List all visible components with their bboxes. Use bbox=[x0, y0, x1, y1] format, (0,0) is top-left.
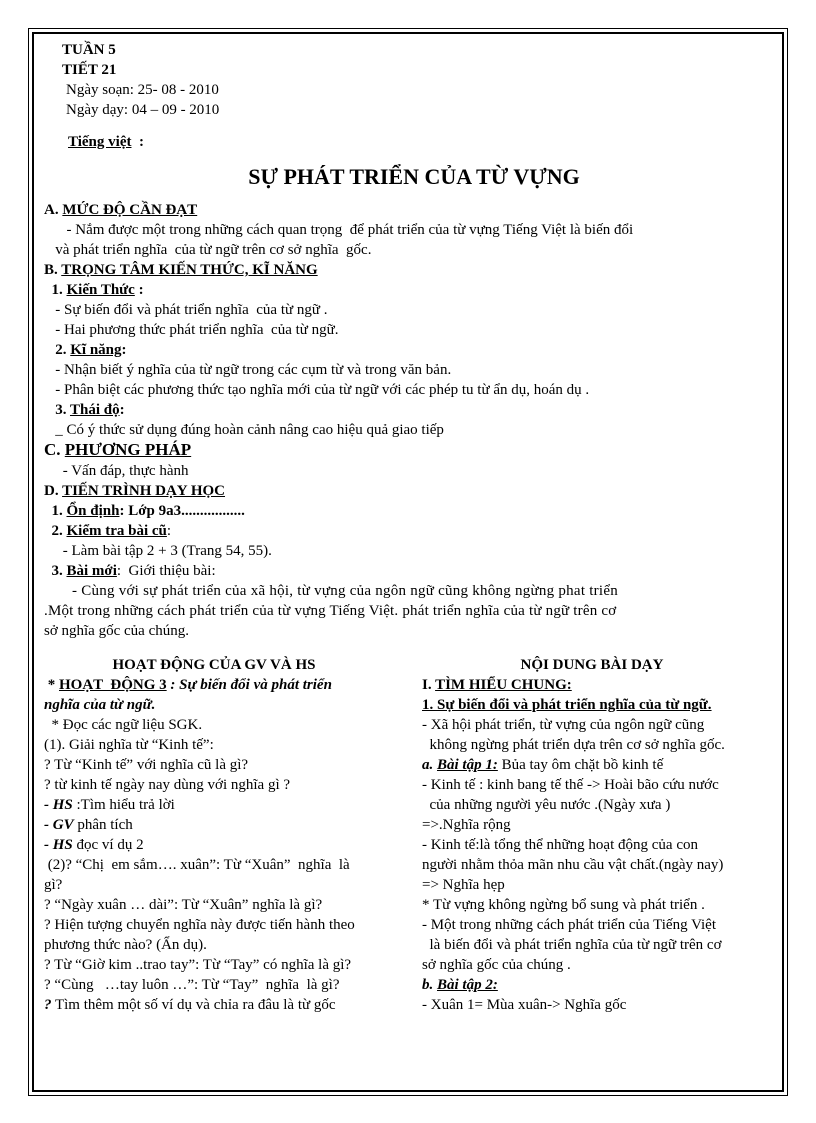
skills-line-1: - Nhận biết ý nghĩa của từ ngữ trong các cụm từ và trong văn bản. bbox=[44, 362, 452, 378]
left-line-3: ? Từ “Kinh tế” với nghĩa cũ là gì? bbox=[44, 757, 249, 773]
document-body bbox=[44, 40, 784, 1035]
subject-colon: : bbox=[131, 134, 144, 150]
left-line-4: ? từ kinh tế ngày nay dùng với nghĩa gì ? bbox=[44, 777, 291, 793]
left-line-9: phương thức nào? (Ẩn dụ). bbox=[44, 937, 207, 953]
d3-heading bbox=[44, 561, 784, 581]
d3-line-3: sở nghĩa gốc của chúng. bbox=[44, 623, 189, 639]
knowledge-num: 1. bbox=[44, 282, 67, 298]
skills-num: 2. bbox=[44, 342, 71, 358]
section-a-label: A. bbox=[44, 202, 63, 218]
left-line-5: (2)? “Chị em sắm…. xuân”: Từ “Xuân” nghĩa là bbox=[44, 857, 350, 873]
bt2-label: b. bbox=[422, 977, 437, 993]
d2-line-1: - Làm bài tập 2 + 3 (Trang 54, 55). bbox=[44, 543, 272, 559]
d1-rest: : Lớp 9a3................. bbox=[119, 503, 245, 519]
section-c-title: PHƯƠNG PHÁP bbox=[64, 440, 192, 459]
attitude-num: 3. bbox=[44, 402, 70, 418]
d3-rest: : Giới thiệu bài: bbox=[116, 563, 216, 579]
section-b-label: B. bbox=[44, 262, 62, 278]
right-line-10: - Một trong những cách phát triển của Tiếng Việt bbox=[422, 917, 716, 933]
right-line-2: không ngừng phát triển dựa trên cơ sở nghĩa gốc. bbox=[422, 737, 725, 753]
right-column bbox=[422, 655, 794, 1015]
bt1-label: a. bbox=[422, 757, 437, 773]
d1-line bbox=[44, 501, 784, 521]
section-d-heading bbox=[44, 481, 784, 501]
subject-line bbox=[44, 132, 784, 152]
section-c-line-1: - Vấn đáp, thực hành bbox=[44, 463, 189, 479]
d3-line-1: - Cùng với sự phát triển của xã hội, từ vựng của ngôn ngữ cũng không ngừng phat triển bbox=[44, 583, 618, 599]
knowledge-title: Kiến Thức bbox=[66, 282, 135, 298]
skills-heading bbox=[44, 340, 784, 360]
d2-title: Kiểm tra bài cũ bbox=[66, 523, 167, 539]
section-a-heading bbox=[44, 200, 784, 220]
right-line-6: - Kinh tế:là tổng thể những hoạt động của con bbox=[422, 837, 698, 853]
right-line-1: - Xã hội phát triển, từ vựng của ngôn ngữ cũng bbox=[422, 717, 705, 733]
hs-line-2 bbox=[44, 835, 422, 855]
d2-num: 2. bbox=[44, 523, 67, 539]
subject-label: Tiếng việt bbox=[68, 134, 132, 150]
knowledge-heading bbox=[44, 280, 784, 300]
s1-label: I. bbox=[422, 677, 436, 693]
left-line-6: gì? bbox=[44, 877, 63, 893]
hd3-title-2: nghĩa của từ ngữ. bbox=[44, 697, 156, 713]
gv-text: phân tích bbox=[73, 817, 133, 833]
hs-line-1 bbox=[44, 795, 422, 815]
s1-heading bbox=[422, 675, 794, 695]
hd3-title: : Sự biến đổi và phát triển bbox=[166, 677, 332, 693]
right-line-8: => Nghĩa hẹp bbox=[422, 877, 505, 893]
d3-num: 3. bbox=[44, 563, 67, 579]
section-a-title: MỨC ĐỘ CẦN ĐẠT bbox=[62, 202, 198, 218]
hs1-label: - HS bbox=[44, 797, 73, 813]
section-a-line-2: và phát triển nghĩa của từ ngữ trên cơ sở nghĩa gốc. bbox=[44, 242, 372, 258]
section-c-heading bbox=[44, 440, 784, 461]
hd3-label: HOẠT ĐỘNG 3 bbox=[59, 677, 167, 693]
section-c-label: C. bbox=[44, 440, 65, 459]
d2-colon: : bbox=[166, 523, 172, 539]
d3-line-2: .Một trong những cách phát triển của từ vựng Tiếng Việt. phát triển nghĩa của từ ngữ trên cơ bbox=[44, 603, 617, 619]
hs1-text: :Tìm hiểu trả lời bbox=[72, 797, 175, 813]
attitude-title: Thái độ bbox=[69, 402, 120, 418]
right-line-9: * Từ vựng không ngừng bổ sung và phát triển . bbox=[422, 897, 705, 913]
ngay-day: Ngày dạy: 04 – 09 - 2010 bbox=[66, 102, 220, 118]
bt1-text: Bủa tay ôm chặt bồ kinh tế bbox=[497, 757, 664, 773]
left-line-10: ? Từ “Giờ kim ..trao tay”: Từ “Tay” có nghĩa là gì? bbox=[44, 957, 352, 973]
last-question-mark: ? bbox=[44, 997, 52, 1013]
left-column-header: HOẠT ĐỘNG CỦA GV VÀ HS bbox=[112, 657, 316, 673]
d2-heading bbox=[44, 521, 784, 541]
ngay-soan: Ngày soạn: 25- 08 - 2010 bbox=[66, 82, 219, 98]
attitude-line-1: _ Có ý thức sử dụng đúng hoàn cảnh nâng cao hiệu quả giao tiếp bbox=[44, 422, 444, 438]
left-line-11: ? “Cùng …tay luôn …”: Từ “Tay” nghĩa là gì? bbox=[44, 977, 340, 993]
gv-line bbox=[44, 815, 422, 835]
bt1-title: Bài tập 1: bbox=[437, 757, 498, 773]
hs2-label: - HS bbox=[44, 837, 73, 853]
tuan-label: TUẦN 5 bbox=[62, 42, 116, 58]
skills-title: Kĩ năng bbox=[70, 342, 122, 358]
section-b-title: TRỌNG TÂM KIẾN THỨC, KĨ NĂNG bbox=[61, 262, 318, 278]
hs2-text: đọc ví dụ 2 bbox=[72, 837, 144, 853]
gv-label: - GV bbox=[44, 817, 74, 833]
skills-colon: : bbox=[121, 342, 127, 358]
left-last-line bbox=[44, 995, 422, 1015]
hd3-line bbox=[44, 675, 422, 695]
d1-title: Ổn định bbox=[66, 503, 120, 519]
right-last-line: - Xuân 1= Mùa xuân-> Nghĩa gốc bbox=[422, 997, 627, 1013]
bt1-line bbox=[422, 755, 794, 775]
knowledge-colon: : bbox=[134, 282, 144, 298]
left-line-8: ? Hiện tượng chuyển nghĩa này được tiến hành theo bbox=[44, 917, 355, 933]
s1-title: TÌM HIỂU CHUNG: bbox=[435, 677, 572, 693]
right-line-4: của những người yêu nước .(Ngày xưa ) bbox=[422, 797, 671, 813]
attitude-heading bbox=[44, 400, 784, 420]
d3-title: Bài mới bbox=[66, 563, 117, 579]
activity-columns bbox=[44, 655, 784, 1035]
right-line-11: là biến đổi và phát triển nghĩa của từ ngữ trên cơ bbox=[422, 937, 722, 953]
right-line-5: =>.Nghĩa rộng bbox=[422, 817, 511, 833]
left-line-2: (1). Giải nghĩa từ “Kinh tế”: bbox=[44, 737, 214, 753]
section-d-label: D. bbox=[44, 483, 63, 499]
right-line-7: người nhằm thỏa mãn nhu cầu vật chất.(ngày nay) bbox=[422, 857, 724, 873]
knowledge-line-2: - Hai phương thức phát triển nghĩa của từ ngữ. bbox=[44, 322, 339, 338]
page-title: SỰ PHÁT TRIỂN CỦA TỪ VỰNG bbox=[248, 164, 580, 189]
left-column bbox=[44, 655, 422, 1015]
right-column-header: NỘI DUNG BÀI DẠY bbox=[520, 657, 664, 673]
s1-1-heading: 1. Sự biến đổi và phát triển nghĩa của từ ngữ. bbox=[422, 697, 712, 713]
bt2-title: Bài tập 2: bbox=[437, 977, 498, 993]
left-line-1: * Đọc các ngữ liệu SGK. bbox=[44, 717, 203, 733]
d1-num: 1. bbox=[44, 503, 67, 519]
knowledge-line-1: - Sự biến đổi và phát triển nghĩa của từ ngữ . bbox=[44, 302, 328, 318]
section-d-title: TIẾN TRÌNH DẠY HỌC bbox=[62, 483, 226, 499]
right-line-3: - Kinh tế : kinh bang tế thế -> Hoài bão cứu nước bbox=[422, 777, 719, 793]
bt2-line bbox=[422, 975, 794, 995]
skills-line-2: - Phân biệt các phương thức tạo nghĩa mới của từ ngữ với các phép tu từ ẩn dụ, hoán dụ . bbox=[44, 382, 590, 398]
tiet-label: TIẾT 21 bbox=[62, 62, 117, 78]
section-b-heading bbox=[44, 260, 784, 280]
left-line-7: ? “Ngày xuân … dài”: Từ “Xuân” nghĩa là gì? bbox=[44, 897, 323, 913]
section-a-line-1: - Nắm được một trong những cách quan trọng để phát triển của từ vựng Tiếng Việt là biến đổi bbox=[44, 222, 634, 238]
right-line-12: sở nghĩa gốc của chúng . bbox=[422, 957, 571, 973]
attitude-colon: : bbox=[119, 402, 125, 418]
hd3-star: * bbox=[44, 677, 59, 693]
last-question-text: Tìm thêm một số ví dụ và chỉa ra đâu là từ gốc bbox=[51, 997, 336, 1013]
